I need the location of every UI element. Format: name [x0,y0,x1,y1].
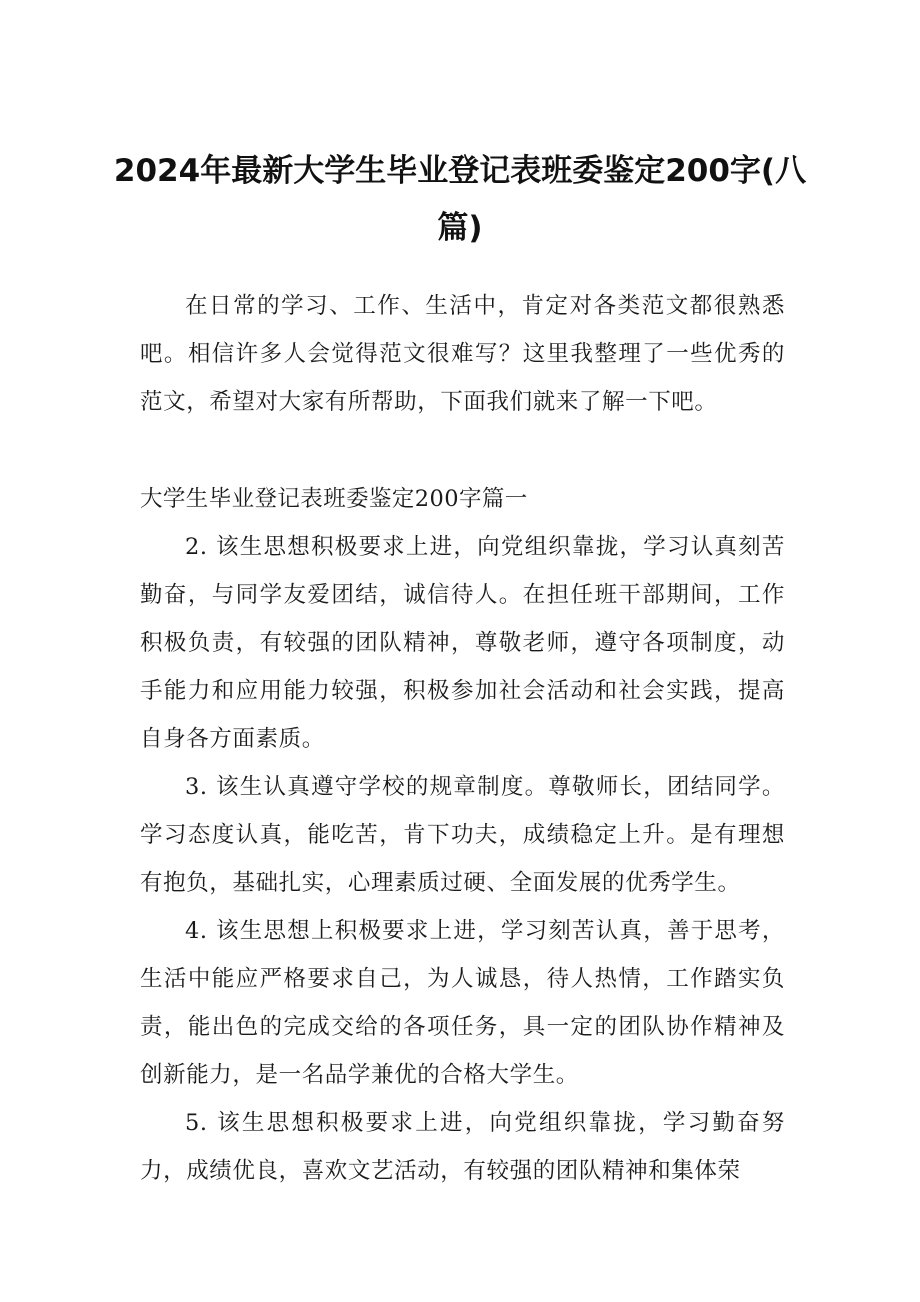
evaluation-list [140,523,785,1195]
document-title: 2024年最新大学生毕业登记表班委鉴定200字(八篇) [113,153,807,246]
evaluation-item: 3. 该生认真遵守学校的规章制度。尊敬师长，团结同学。学习态度认真，能吃苦，肯下功夫，成绩稳定上升。是有理想有抱负，基础扎实，心理素质过硬、全面发展的优秀学生。 [140,774,785,896]
intro-paragraph: 在日常的学习、工作、生活中，肯定对各类范文都很熟悉吧。相信许多人会觉得范文很难写？这里我整理了一些优秀的范文，希望对大家有所帮助，下面我们就来了解一下吧。 [140,293,785,415]
evaluation-item: 2. 该生思想积极要求上进，向党组织靠拢，学习认真刻苦勤奋，与同学友爱团结，诚信待人。在担任班干部期间，工作积极负责，有较强的团队精神，尊敬老师，遵守各项制度，动手能力和应用能力较强，积极参加社会活动和社会实践，提高自身各方面素质。 [140,534,785,752]
evaluation-item: 4. 该生思想上积极要求上进，学习刻苦认真，善于思考，生活中能应严格要求自己，为人诚恳，待人热情，工作踏实负责，能出色的完成交给的各项任务，具一定的团队协作精神及创新能力，是一名品学兼优的合格大学生。 [140,918,785,1088]
intro-section [140,282,785,426]
evaluation-item: 5. 该生思想积极要求上进，向党组织靠拢，学习勤奋努力，成绩优良，喜欢文艺活动，有较强的团队精神和集体荣 [140,1110,785,1184]
section-heading: 大学生毕业登记表班委鉴定200字篇一 [140,486,528,512]
